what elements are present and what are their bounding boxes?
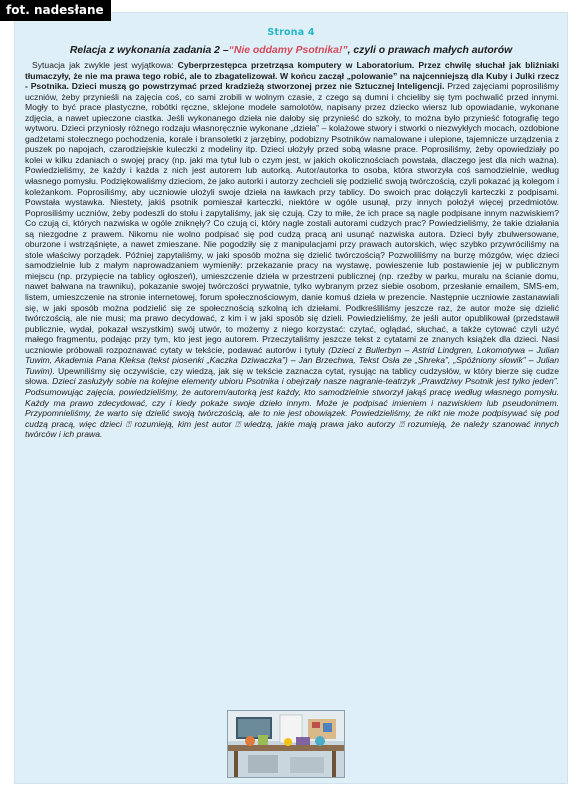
quote-explanation: Upewniliśmy się oczywiście, czy wiedzą, jak się w tekście zaznacza cytat, rysując na tablicy cudzysłów, w który bierze się cudze słowa. xyxy=(25,365,559,387)
photo-credit-badge: fot. nadesłane xyxy=(0,0,111,21)
report-body xyxy=(25,60,559,440)
report-heading xyxy=(25,45,557,56)
document-page xyxy=(14,12,568,784)
classroom-photo-image xyxy=(228,711,344,777)
heading-prefix: Relacja z wykonania zadania 2 – xyxy=(69,45,229,56)
main-text: Przed zajęciami poprosiliśmy uczniów, żeby przynieśli na zajęcia coś, co sami zrobili w wolnym czasie, z czego są dumni i chcieliby się tym pochwalić przed innymi. Mogły to być prace plastyczne, robótki ręczne, sklejone modele samolotów, napisany przez dziecko wiersz lub opowiadanie, wykonane zdjęcia, a nawet upieczone ciastka. Jeśli wykonanego dzieła nie dałoby się przynieść do szkoły, to można było przynieść fotografię tego wytworu. Dzieci przyniosły różnego rodzaju własnoręcznie wykonane „dzieła” – kolażowe stwory i stworki o niezwykłych mocach, ozdobione gadżetami stołecznego pochodzenia, korale i bransoletki z jarzębiny, podobizny Psotników namalowane i ulepione, tajemnicze urządzenia z puszek po napojach, czarodziejskie kuleczki z modeliny itp. Dzieci ułożyły przed sobą własne prace. Poprosiliśmy, żeby opowiedziały po kolei w kilku zdaniach o swojej pracy (np. jaki ma tytuł lub o czym jest, w jakich okolicznościach powstała, dlaczego jest dla nich ważna). Powiedzieliśmy, że każdy i każda z nich jest autorem lub autorką. Autor/autorka to osoba, która stworzyła coś samodzielnie, według własnego pomysłu. Podziękowaliśmy dzieciom, że jako autorki i autorzy zechcieli się podzielić swoją twórczością, czyli pokazać ją kolegom i koleżankom. Poprosiliśmy, aby uczniowie ułożyli swoje dzieła na ławkach przy tablicy. Do swoich prac dołączyli karteczki z podpisami. Powstała wystawka. Niestety, jakiś psotnik pomieszał karteczki, niektóre w ogóle usunął, przy innych położył więcej przedmiotów. Poprosiliśmy uczniów, żeby podeszli do stołu i zapytaliśmy, jak się czują. Czy to miłe, że ich prace są nagle podpisane innym nazwiskiem? Co czują ci, których nazwiska w ogóle zniknęły? Co czują ci, który nagle zostali autorami cudzych prac? Powiedzieliśmy, że takie działania są niezgodne z prawem. Nikomu nie wolno podpisać się pod cudzą pracą ani usunąć nazwiska autora. Dzieci były zbulwersowane, oburzone i wstrząśnięte, a nawet zmieszane. Nie pogodziły się z manipulacjami przy prawach autorskich, więc szybko przywróciliśmy na stole właściwy porządek. Później zapytaliśmy, w jaki sposób można się dzielić twórczością? Pozwoliliśmy na burzę mózgów, więc dzieci samodzielnie lub z małym naprowadzaniem wymieniły: przekazanie pracy na wystawę, powieszenie lub postawienie jej w publicznym miejscu (np. przypięcie na tablicy ogłoszeń), umieszczenie dzieła w przestrzeni publicznej (np. rzeźby w parku, muralu na ścianie domu, nawet bałwana na trawniku), pokazanie swojej twórczości prywatnie, tylko wybranym przez siebie osobom, przesłanie emailem, SMS-em, listem, umieszczenie na stronie internetowej, forum społecznościowym, danie komuś dzieła w prezencie. Następnie uczniowie zastanawiali się, w jaki sposób można podzielić się ze społecznością szkolną ich dziełami. Podkreśliliśmy jeszcze raz, że autor może się dzielić twórczością, ale nie musi; ma prawo decydować, z kim i w jaki sposób się dzieli. Powiedzieliśmy, że jeśli autor opublikował (przedstawił publicznie, wydał, pokazał wszystkim) swój utwór, to możemy z niego korzystać: czytać, oglądać, słuchać, a także cytować czyli użyć małego fragmentu, podając przy tym, kto jest jego autorem. Przeczytaliśmy jeszcze tekst z cytatami ze znanych książek dla dzieci. Nasi uczniowie próbowali rozpoznawać cytaty w tekście, podawać autorów i tytuły xyxy=(25,81,559,355)
lead-plain: Sytuacja jak zwykle jest wyjątkowa: xyxy=(32,60,178,70)
summary-text: Dzieci zasłużyły sobie na kolejne elementy ubioru Psotnika i obejrzały nasze nagranie-teatrzyk „Prawdziwy Psotnik jest tylko jeden”. Podsumowując zajęcia, powiedzieliśmy, że autorem/autorką jest każdy, kto samodzielnie stworzył jakąś pracę według własnego pomysłu. Każdy ma prawo zdecydować, czy i kiedy pokaże swoje dzieło innym. Może je podpisać imieniem i nazwiskiem lub pseudonimem. Przypomnieliśmy, że warto się dzielić swoją twórczością, ale to nie jest obowiązek. Powiedzieliśmy, że nikt nie może podpisywać się pod cudzą pracą, więc dzieci ⍰ rozumieją, kim jest autor ⍰ wiedzą, jakie mają prawa jako autorzy ⍰ rozumieją, że należy szanować innych twórców i ich prawa. xyxy=(25,376,559,440)
body-paragraph xyxy=(25,60,559,440)
classroom-photo xyxy=(227,710,345,778)
page-number-label: Strona 4 xyxy=(267,27,315,38)
heading-quote: “Nie oddamy Psotnika!” xyxy=(228,45,348,56)
heading-suffix: , czyli o prawach małych autorów xyxy=(347,45,513,56)
quoted-titles: (Dzieci z Bullerbyn – Astrid Lindgren, Lokomotywa – Julian Tuwim, Akademia Pana Kleksa (tekst piosenki „Kaczka Dziwaczka”) – Jan Brzechwa, Tekst Osła ze „Shreka”, „Spóźniony słowik” – Julian Tuwim). xyxy=(25,344,559,376)
lead-bold: Cyberprzestępca przetrząsa komputery w Laboratorium. Przez chwilę słuchał jak bliźniaki tłumaczyły, że nie ma prawa tego robić, ale to zbagatelizował. W końcu zaczął „polowanie” na najcenniejszą dla Kuby i Julki rzecz - Psotnika. Dzieci muszą go powstrzymać przed kradzieżą stworzonej przez nie Sztucznej Inteligencji. xyxy=(25,60,559,92)
